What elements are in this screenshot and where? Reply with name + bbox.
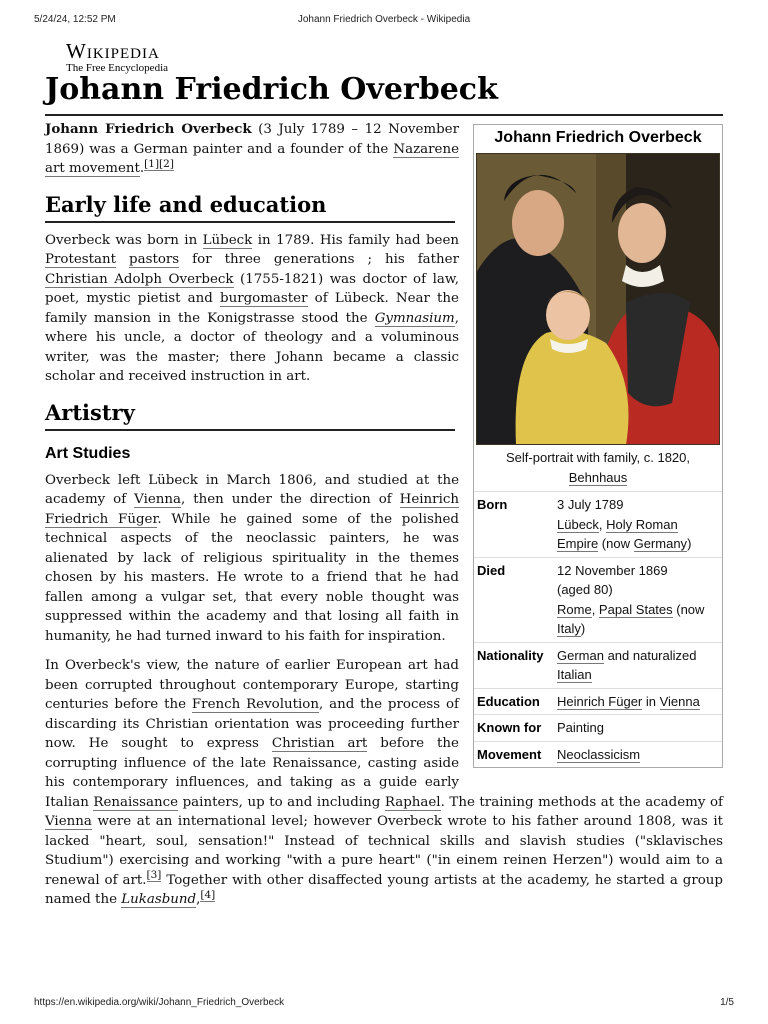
heinrich-friedrich-fuger-link[interactable]: Heinrich Friedrich Füger — [45, 492, 459, 527]
died-close: ) — [580, 621, 586, 636]
early-t7: , where his uncle, a doctor of theology and a voluminous writer, was the master; there Johann became a classic scholar and received instruction in art. — [45, 310, 459, 384]
page-title: Johann Friedrich Overbeck — [45, 68, 723, 116]
article-body — [45, 120, 723, 907]
print-footer — [34, 997, 734, 1011]
view-t3: before the corrupting influence of the late Renaissance, casting aside his contemporary influences, and taking as a guide early Italian — [45, 736, 459, 810]
view-t2: , and the process of discarding its Christian orientation was proceeding further now. He sought to express — [45, 697, 459, 751]
christian-adolph-overbeck-link[interactable]: Christian Adolph Overbeck — [45, 271, 234, 287]
ref-3-link[interactable]: [3] — [146, 869, 162, 882]
studies-t2: , then under the direction of — [181, 492, 400, 507]
infobox-row-nationality — [474, 642, 722, 688]
known-for-label: Known for — [477, 720, 542, 735]
movement-value — [557, 745, 719, 765]
born-close: ) — [687, 536, 692, 551]
christian-art-link[interactable]: Christian art — [271, 736, 368, 751]
heinrich-fuger-link[interactable]: Heinrich Füger — [557, 693, 643, 709]
papal-states-link[interactable]: Papal States — [598, 601, 673, 617]
born-date: 3 July 1789 — [557, 497, 624, 512]
infobox-caption — [474, 445, 722, 491]
education-label: Education — [477, 693, 540, 709]
infobox-row-died — [474, 557, 722, 642]
education-mid: in — [642, 693, 660, 709]
renaissance-link[interactable]: Renaissance — [93, 794, 179, 810]
born-lubeck-link[interactable]: Lübeck — [557, 516, 599, 532]
early-t1: Overbeck was born in — [45, 232, 203, 248]
rome-link[interactable]: Rome — [557, 601, 592, 617]
early-t6: of Lübeck. Near the family mansion in the Konigstrasse stood the — [45, 291, 459, 326]
studies-t1: Overbeck left Lübeck in March 1806, and studied at the academy of — [45, 472, 459, 507]
print-url: https://en.wikipedia.org/wiki/Johann_Friedrich_Overbeck — [34, 997, 285, 1008]
lead-text-1: (3 July 1789 – 12 November 1869) was a German painter and a founder of the — [45, 122, 459, 157]
pastors-link[interactable]: pastors — [129, 252, 180, 267]
caption-text: Self-portrait with family, c. 1820, — [506, 450, 690, 465]
infobox-row-movement — [474, 741, 722, 768]
nationality-label: Nationality — [477, 647, 544, 663]
ref-4-link[interactable]: [4] — [200, 888, 216, 901]
education-vienna-link[interactable]: Vienna — [659, 693, 700, 709]
view-t6: were at an international level; however Overbeck wrote to his father around 1808, was it lacked "heart, soul, sensation!" Instead of technical skills and slavish studies ("sklavisches Studium") exercising and working "with a pure heart" ("in einem reinen Herzen") would aim to a renewal of art. — [45, 814, 723, 888]
french-revolution-link[interactable]: French Revolution — [191, 697, 319, 712]
died-sep: , — [591, 601, 599, 617]
heading-early-life: Early life and education — [45, 190, 455, 223]
known-for-value: Painting — [557, 720, 604, 735]
nazarene-link[interactable]: Nazarene art movement — [45, 141, 459, 176]
died-now: (now — [672, 601, 705, 617]
education-value — [557, 692, 719, 712]
ref-1-link[interactable]: [1] — [144, 157, 160, 170]
raphael-link[interactable]: Raphael — [384, 794, 441, 810]
born-now: (now — [598, 536, 634, 551]
heading-artistry: Artistry — [45, 398, 455, 431]
view-t5: . The training methods at the academy of — [440, 794, 723, 810]
print-page-title: Johann Friedrich Overbeck - Wikipedia — [297, 14, 471, 25]
neoclassicism-link[interactable]: Neoclassicism — [557, 746, 641, 762]
infobox-title: Johann Friedrich Overbeck — [494, 129, 702, 146]
early-t3 — [116, 252, 129, 267]
early-t2: in 1789. His family had been — [252, 232, 460, 248]
born-label: Born — [477, 497, 508, 512]
protestant-link[interactable]: Protestant — [45, 252, 117, 267]
logo-tagline: The Free Encyclopedia — [66, 62, 169, 74]
view-t4: painters, up to and including — [178, 794, 385, 810]
nationality-rest: and naturalized — [603, 647, 697, 663]
lead-bold-name: Johann Friedrich Overbeck — [45, 121, 252, 137]
ref-2-link[interactable]: [2] — [159, 157, 174, 170]
heading-art-studies: Art Studies — [45, 444, 131, 462]
infobox-row-education — [474, 688, 722, 715]
italian-link[interactable]: Italian — [557, 667, 592, 682]
lukasbund-link[interactable]: Lukasbund — [121, 892, 197, 907]
academy-vienna-link[interactable]: Vienna — [45, 814, 92, 829]
print-header — [34, 14, 734, 28]
logo-wordmark: Wikipedia — [66, 39, 160, 63]
born-sep: , — [598, 516, 607, 532]
italy-link[interactable]: Italy — [557, 621, 581, 636]
germany-link[interactable]: Germany — [633, 536, 688, 551]
died-date: 12 November 1869 — [557, 562, 668, 578]
print-page-number: 1/5 — [720, 997, 734, 1008]
lubeck-link[interactable]: Lübeck — [202, 232, 253, 248]
infobox — [473, 124, 723, 768]
holy-roman-empire-link[interactable]: Holy Roman Empire — [557, 516, 678, 551]
family-portrait-image[interactable] — [476, 153, 720, 445]
born-value — [557, 495, 719, 554]
vienna-link[interactable]: Vienna — [134, 492, 182, 507]
early-t4: for three generations ; his father — [179, 252, 459, 267]
burgomaster-link[interactable]: burgomaster — [220, 291, 308, 306]
died-value — [557, 561, 719, 639]
studies-t3: . While he gained some of the polished technical aspects of the neoclassic painters, he was alienated by lack of religious spirituality in the themes chosen by his masters. He wrote to a friend that he had fallen among a vulgar set, that every noble thought was suppressed within the academy and that losing all faith in humanity, he had turned inward to his faith for inspiration. — [45, 511, 459, 644]
lead-text-2: . — [139, 161, 145, 176]
print-datetime: 5/24/24, 12:52 PM — [34, 14, 116, 25]
german-link[interactable]: German — [557, 647, 604, 663]
infobox-row-known-for — [474, 714, 722, 741]
gymnasium-link[interactable]: Gymnasium — [374, 310, 455, 326]
behnhaus-link[interactable]: Behnhaus — [568, 469, 628, 485]
view-t8: , — [196, 892, 201, 907]
died-label: Died — [477, 562, 506, 578]
early-t5: (1755-1821) was doctor of law, poet, mystic pietist and — [45, 271, 459, 306]
movement-label: Movement — [477, 746, 542, 762]
view-t7: Together with other disaffected young artists at the academy, he started a group named the — [45, 872, 723, 907]
nationality-value — [557, 646, 719, 685]
died-age: (aged 80) — [557, 582, 613, 597]
view-t1: In Overbeck's view, the nature of earlier European art had been corrupted throughout contemporary Europe, starting centuries before the — [45, 658, 459, 712]
infobox-row-born — [474, 491, 722, 557]
